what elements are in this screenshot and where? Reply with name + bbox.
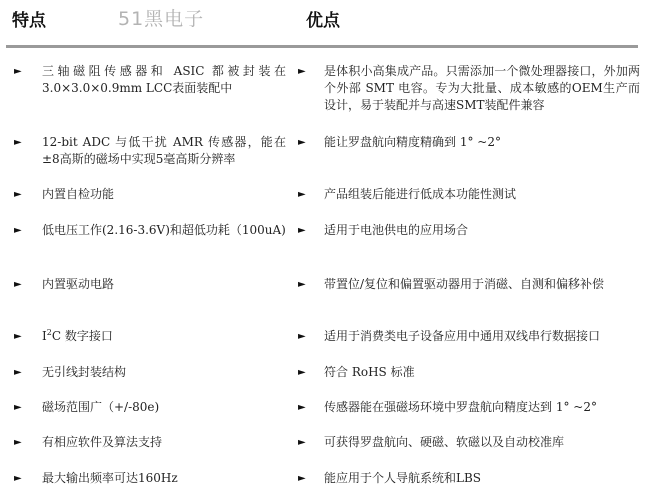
advantage-text: 能应用于个人导航系统和LBS: [324, 471, 482, 485]
i2c-suffix: C 数字接口: [51, 329, 113, 343]
features-heading: 特点: [12, 11, 46, 31]
advantage-text: 适用于消费类电子设备应用中通用双线串行数据接口: [324, 329, 601, 343]
feature-text: 内置驱动电路: [42, 277, 115, 291]
bullet-icon: ►: [298, 66, 306, 77]
i2c-superscript: 2: [46, 328, 52, 337]
bullet-icon: ►: [14, 437, 22, 448]
advantage-text: 能让罗盘航向精度精确到 1° ~2°: [324, 135, 501, 149]
advantage-text: 是体积小高集成产品。只需添加一个微处理器接口，外加两个外部 SMT 电容。专为大批量、成本敏感的OEM生产而设计，易于装配并与高速SMT装配件兼容: [324, 64, 640, 112]
bullet-icon: ►: [14, 279, 22, 290]
advantage-text: 可获得罗盘航向、硬磁、软磁以及自动校准库: [324, 435, 565, 449]
bullet-icon: ►: [14, 66, 22, 77]
feature-text: 12-bit ADC 与低干扰 AMR 传感器，能在±8高斯的磁场中实现5毫高斯分辨率: [42, 135, 286, 166]
advantage-text: 带置位/复位和偏置驱动器用于消磁、自测和偏移补偿: [324, 277, 605, 291]
feature-text: 无引线封装结构: [42, 365, 127, 379]
advantage-text: 适用于电池供电的应用场合: [324, 223, 469, 237]
bullet-icon: ►: [298, 331, 306, 342]
bullet-icon: ►: [14, 402, 22, 413]
bullet-icon: ►: [298, 437, 306, 448]
bullet-icon: ►: [298, 189, 306, 200]
bullet-icon: ►: [298, 402, 306, 413]
bullet-icon: ►: [298, 137, 306, 148]
advantage-text: 产品组装后能进行低成本功能性测试: [324, 187, 517, 201]
feature-text: 内置自检功能: [42, 187, 115, 201]
advantage-text: 符合 RoHS 标准: [324, 365, 415, 379]
bullet-icon: ►: [14, 225, 22, 236]
bullet-icon: ►: [14, 331, 22, 342]
bullet-icon: ►: [14, 473, 22, 484]
bullet-icon: ►: [14, 367, 22, 378]
feature-text: 三轴磁阻传感器和 ASIC 都被封装在3.0×3.0×0.9mm LCC表面装配中: [42, 64, 286, 95]
feature-text: [42, 328, 286, 345]
i2c-prefix: I: [42, 329, 47, 343]
feature-text: 磁场范围广（+/-80e): [42, 400, 160, 414]
bullet-icon: ►: [298, 279, 306, 290]
watermark-text: 51黑电子: [118, 8, 205, 30]
feature-text: 有相应软件及算法支持: [42, 435, 163, 449]
feature-text: 低电压工作(2.16-3.6V)和超低功耗（100uA): [42, 223, 286, 237]
advantages-heading: 优点: [306, 11, 340, 31]
advantage-text: 传感器能在强磁场环境中罗盘航向精度达到 1° ~2°: [324, 400, 597, 414]
bullet-icon: ►: [298, 225, 306, 236]
bullet-icon: ►: [14, 189, 22, 200]
bullet-icon: ►: [298, 367, 306, 378]
bullet-icon: ►: [298, 473, 306, 484]
feature-text: 最大输出频率可达160Hz: [42, 471, 178, 485]
bullet-icon: ►: [14, 137, 22, 148]
